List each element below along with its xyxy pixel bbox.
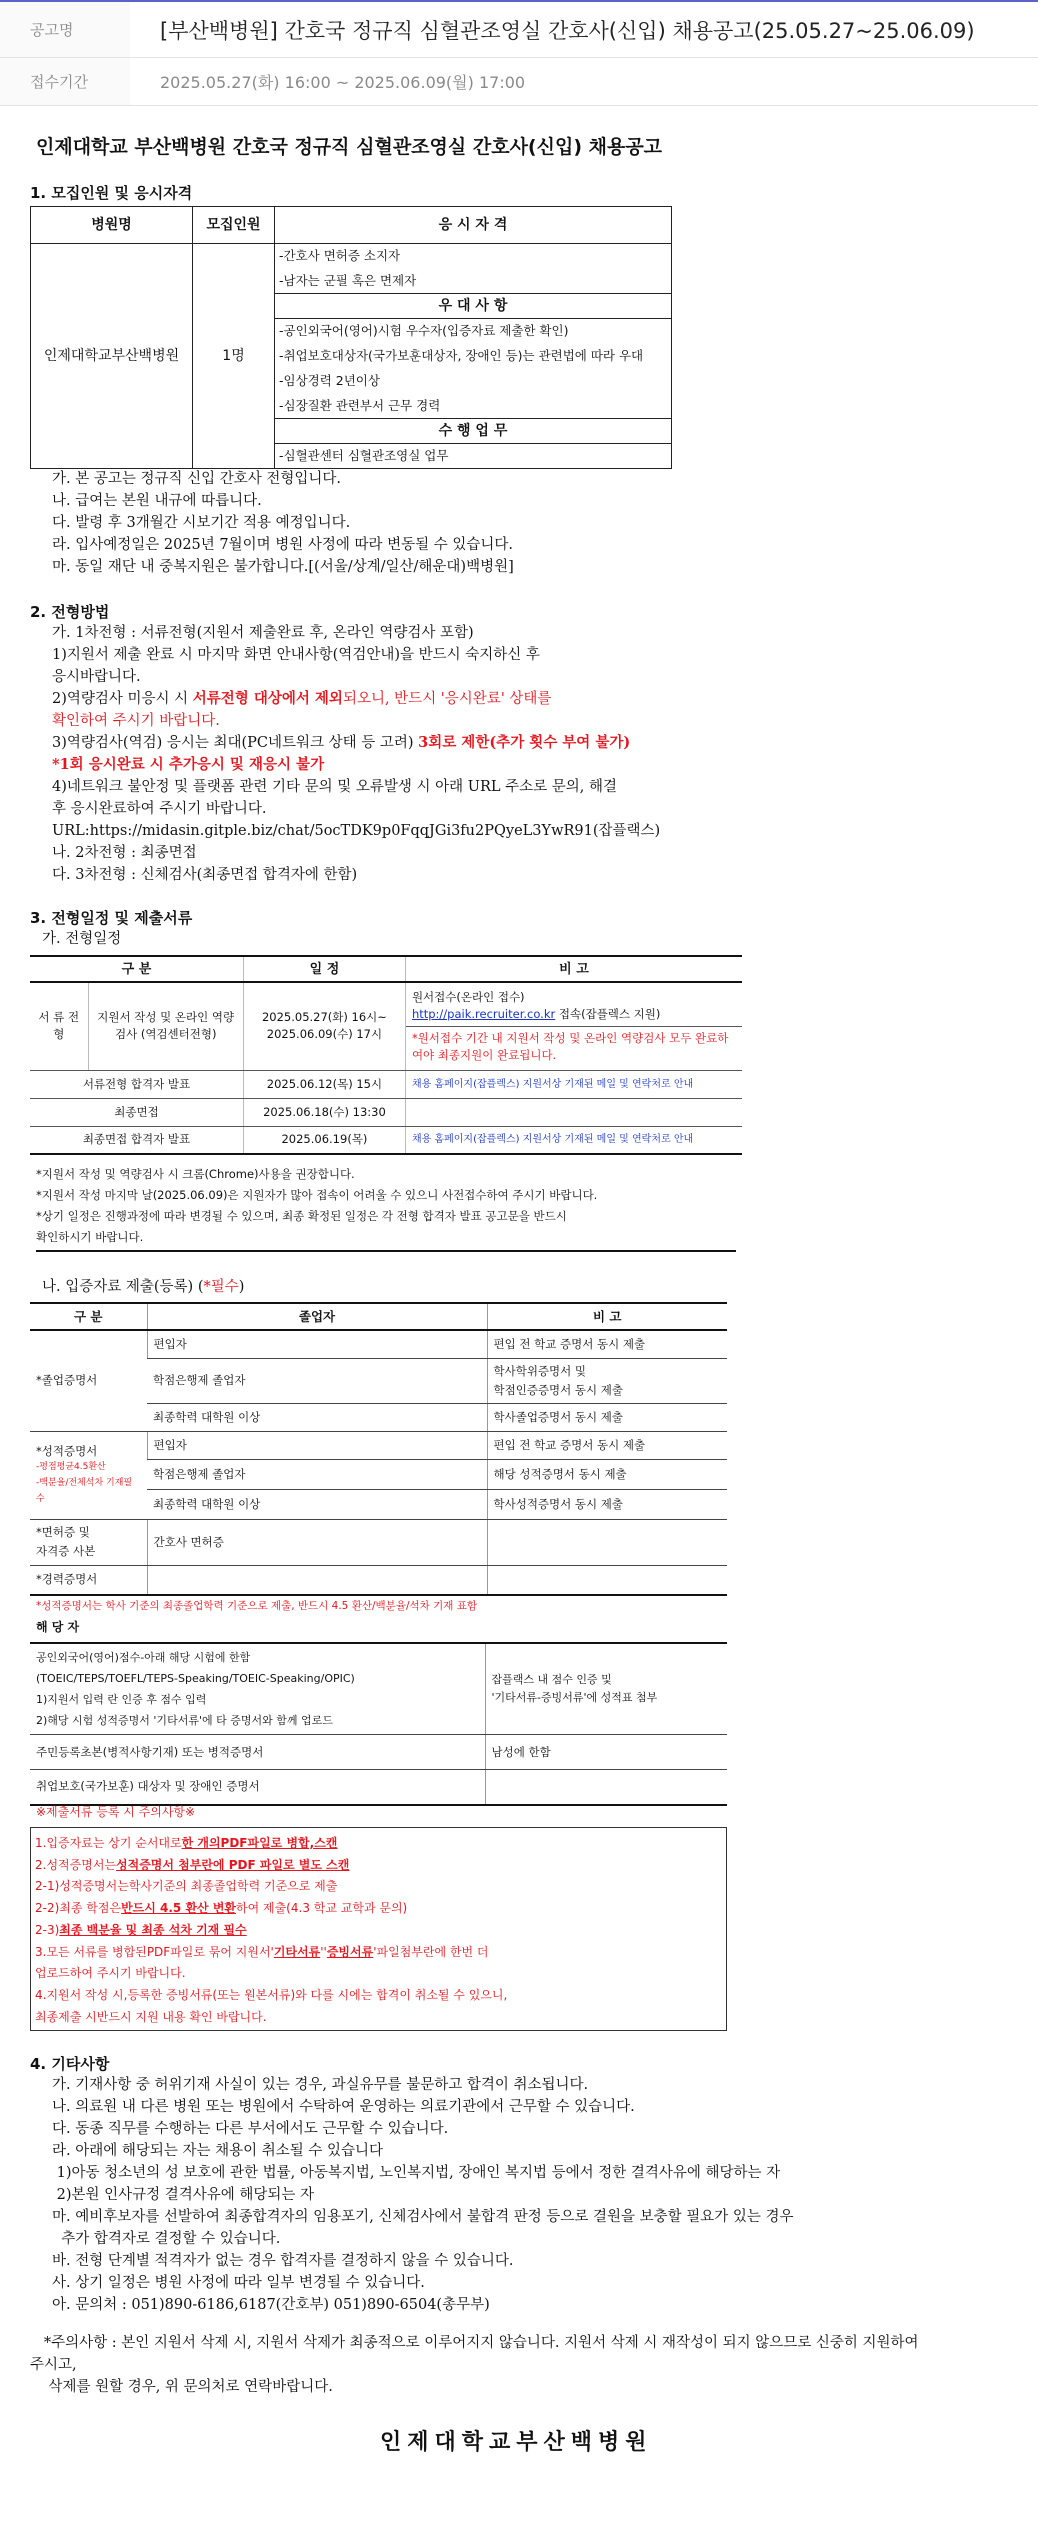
title-label: 공고명 [0,2,130,57]
text-span: 2-2)최종 학점은 [35,1901,122,1916]
warning-text: *1회 응시완료 시 추가응시 및 재응시 불가 [52,756,325,773]
eligible-note [485,1770,727,1805]
text-line: *주의사항 : 본인 지원서 삭제 시, 지원서 삭제가 최종적으로 이루어지지 않습니다. 지원서 삭제 시 재작성이 되지 않으므로 신중히 지원하여 [30,2335,919,2351]
qual-item: -간호사 면허증 소지자 [275,244,672,269]
col-hospital: 병원명 [31,207,193,244]
stage-label: 최종면접 [30,1098,243,1126]
section-2-body [52,622,660,886]
stage-date: 2025.06.12(목) 15시 [243,1070,405,1098]
text-line: 나. 의료원 내 다른 병원 또는 병원에서 수탁하여 운영하는 의료기관에서 근무할 수 있습니다. [52,2099,635,2115]
caution-line [35,1833,722,1855]
col-remarks: 비 고 [405,956,742,982]
text-span: 3.모든 서류를 병합된PDF파일로 묶어 지원서' [35,1944,274,1959]
stage-remarks: 채용 홈페이지(잡플렉스) 지원서상 기재된 메일 및 연락처로 안내 [405,1126,742,1154]
note-line: 마. 동일 재단 내 중복지원은 불가합니다.[(서울/상계/일산/해운대)백병원] [52,559,514,575]
text-line: 1)아동 청소년의 성 보호에 관한 법률, 아동복지법, 노인복지법, 장애인 복지법 등에서 정한 결격사유에 해당하는 자 [52,2165,781,2181]
eligible-docs-table [30,1642,727,1806]
recruit-site-link[interactable]: http://paik.recruiter.co.kr [411,1006,556,1021]
caution-box [30,1827,727,2031]
stage-date: 2025.06.19(목) [243,1126,405,1154]
text-line [52,732,660,754]
text-line: 다. 동종 직무를 수행하는 다른 부서에서도 근무할 수 있습니다. [52,2121,449,2137]
text-span: 2-3) [35,1922,60,1937]
preference-item: -취업보호대상자(국가보훈대상자, 장애인 등)는 관련법에 따라 우대 [275,344,672,369]
doc-type: 학점은행제 졸업자 [147,1459,487,1489]
recruit-table [30,206,672,469]
eligible-doc: 주민등록초본(병적사항기재) 또는 병적증명서 [30,1735,485,1770]
stage-remarks [405,982,742,1070]
emphasis: 한 개의PDF파일로 병합,스캔 [181,1836,338,1850]
contact-line: 아. 문의처 : 051)890-6186,6187(간호부) 051)890-6504(총무부) [52,2297,490,2313]
doc-type: 최종학력 대학원 이상 [147,1489,487,1519]
doc-note: 학사학위증명서 및 학점인증증명서 동시 제출 [487,1358,727,1403]
eligible-note: 남성에 한함 [485,1735,727,1770]
doc-type: 최종학력 대학원 이상 [147,1403,487,1431]
warning-text: 확인하여 주시기 바랍니다. [52,713,220,729]
doc-category [30,1431,147,1519]
required-mark: *필수 [203,1279,239,1295]
section-1-notes [52,468,514,578]
stage-label: 서 류 전 형 [30,982,88,1070]
col-schedule: 일 정 [243,956,405,982]
schedule-table [30,955,742,1155]
remark-warning: *원서접수 기간 내 지원서 작성 및 온라인 역량검사 모두 완료하여야 최종지원이 완료됩니다. [411,1030,729,1062]
heading-text: ) [238,1279,245,1295]
doc-note: 학사성적증명서 동시 제출 [487,1489,727,1519]
duty-item: -심혈관센터 심혈관조영실 업무 [275,444,672,469]
doc-note: 학사졸업증명서 동시 제출 [487,1403,727,1431]
text-line: 응시바랍니다. [52,669,141,685]
caution-line [35,1920,722,1942]
text-line: 사. 상기 일정은 병원 사정에 따라 일부 변경될 수 있습니다. [52,2275,425,2291]
text-span: 3)역량검사(역검) 응시는 최대(PC네트워크 상태 등 고려) [52,735,419,751]
section-3-heading: 3. 전형일정 및 제출서류 [30,909,193,927]
col-remarks: 비 고 [487,1303,727,1330]
text-line: 2)본원 인사규정 결격사유에 해당되는 자 [52,2187,315,2203]
caution-heading: ※제출서류 등록 시 주의사항※ [36,1805,196,1819]
support-url[interactable]: URL:https://midasin.gitple.biz/chat/5ocTDK9p0FqqJGi3fu2PQyeL3YwR91(잡플랙스) [52,823,661,839]
text-line: 다. 3차전형 : 신체검사(최종면접 합격자에 한함) [52,867,358,883]
text-line: 바. 전형 단계별 적격자가 없는 경우 합격자를 결정하지 않을 수 있습니다. [52,2253,514,2269]
text-span: 2)역량검사 미응시 시 [52,691,193,707]
emphasis: 최종 백분율 및 최종 석차 기재 필수 [59,1922,247,1937]
text-line: 가. 1차전형 : 서류전형(지원서 제출완료 후, 온라인 역량검사 포함) [52,625,474,641]
emphasis: 기타서류 [273,1944,321,1959]
caution-line [35,1898,722,1920]
note-line: 다. 발령 후 3개월간 시보기간 적용 예정입니다. [52,515,351,531]
note-line: 나. 급여는 본원 내규에 따릅니다. [52,493,262,509]
doc-category: *면허증 및 자격증 사본 [30,1519,147,1565]
stage-date: 2025.06.18(수) 13:30 [243,1098,405,1126]
period-row [0,58,1038,106]
period-value: 2025.05.27(화) 16:00 ~ 2025.06.09(월) 17:00 [160,73,526,92]
schedule-heading: 가. 전형일정 [42,931,122,947]
emphasis: 증빙서류 [326,1944,374,1959]
doc-type: 편입자 [147,1330,487,1358]
col-graduate: 졸업자 [147,1303,487,1330]
stage-remarks: 채용 홈페이지(잡플렉스) 지원서상 기재된 메일 및 연락처로 안내 [405,1070,742,1098]
stage-remarks [405,1098,742,1126]
note-line: 가. 본 공고는 정규직 신입 간호사 전형입니다. [52,471,341,487]
doc-type [147,1565,487,1595]
text-line: 라. 아래에 해당되는 자는 채용이 취소될 수 있습니다 [52,2143,384,2159]
withdrawal-notice [30,2332,1020,2398]
remark-text: 접속(잡플렉스 지원) [555,1006,661,1021]
emphasis: 반드시 4.5 환산 변환 [121,1901,236,1916]
caution-line: 최종제출 시반드시 지원 내용 확인 바랍니다. [35,2009,267,2024]
doc-note [487,1519,727,1565]
note-line: *지원서 작성 및 역량검사 시 크롬(Chrome)사용을 권장합니다. [36,1167,355,1181]
caution-line [35,1855,722,1877]
note-line: *지원서 작성 마지막 날(2025.06.09)은 지원자가 많아 접속이 어려울 수 있으니 사전접수하여 주시기 바랍니다. [36,1188,598,1202]
text-line: 주시고, [30,2357,77,2373]
text-span: 2.성적증명서는 [35,1857,117,1872]
duty-heading: 수 행 업 무 [275,419,672,444]
text-line: 후 응시완료하여 주시기 바랍니다. [52,801,267,817]
stage-detail: 지원서 작성 및 온라인 역량검사 (역검센터전형) [88,982,243,1070]
warning-text: 되오니, 반드시 '응시완료' 상태를 [342,691,552,707]
emphasis: 성적증명서 첨부란에 PDF 파일로 별도 스캔 [116,1857,350,1872]
remark-apply [406,986,742,1027]
doc-category: *졸업증명서 [30,1330,147,1431]
section-2-heading: 2. 전형방법 [30,603,110,621]
eligible-heading: 해 당 자 [36,1620,80,1634]
stage-label: 서류전형 합격자 발표 [30,1070,243,1098]
preference-heading: 우 대 사 항 [275,294,672,319]
text-span: '파일첨부란에 한번 더 [373,1944,489,1959]
text-line: 4)네트워크 불안정 및 플랫폼 관련 기타 문의 및 오류발생 시 아래 URL 주소로 문의, 해결 [52,779,618,795]
qual-item: -남자는 군필 혹은 면제자 [275,269,672,294]
text-line: 삭제를 원할 경우, 위 문의처로 연락바랍니다. [30,2379,333,2395]
stage-date: 2025.05.27(화) 16시~ 2025.06.09(수) 17시 [243,982,405,1070]
text-line: 추가 합격자로 결정할 수 있습니다. [52,2231,281,2247]
section-4-heading: 4. 기타사항 [30,2055,110,2073]
transcript-note: *성적증명서는 학사 기준의 최종졸업학력 기준으로 제출, 반드시 4.5 환산/백분율/석차 기재 표함 [36,1600,478,1612]
text-line: 가. 기재사항 중 허위기재 사실이 있는 경우, 과실유무를 불문하고 합격이 취소됩니다. [52,2077,589,2093]
preference-item: -심장질환 관련부서 근무 경력 [275,394,672,419]
caution-line [35,1942,722,1964]
text-line: 1)지원서 제출 완료 시 마지막 화면 안내사항(역검안내)을 반드시 숙지하신 후 [52,647,540,663]
notice-header [0,0,1038,106]
stage-label: 최종면접 합격자 발표 [30,1126,243,1154]
doc-note: 편입 전 학교 증명서 동시 제출 [487,1431,727,1459]
warning-text: 3회로 제한(추가 횟수 부여 불가) [418,734,631,751]
caution-line: 업로드하여 주시기 바랍니다. [35,1966,186,1981]
hospital-signature: 인제대학교부산백병원 [380,2430,653,2455]
recruit-count: 1명 [193,244,275,469]
doc-type: 학점은행제 졸업자 [147,1358,487,1403]
schedule-notes [36,1164,736,1252]
section-1-heading: 1. 모집인원 및 응시자격 [30,184,193,202]
documents-heading [42,1276,244,1298]
notice-title: [부산백병원] 간호국 정규직 심혈관조영실 간호사(신입) 채용공고(25.05.27~25.06.09) [160,18,975,43]
section-4-body [52,2074,793,2316]
doc-type: 편입자 [147,1431,487,1459]
preference-item: -임상경력 2년이상 [275,369,672,394]
note-line: 라. 입사예정일은 2025년 7월이며 병원 사정에 따라 변동될 수 있습니다. [52,537,514,553]
period-label: 접수기간 [0,58,130,105]
note-line: *상기 일정은 진행과정에 따라 변경될 수 있으며, 최종 확정된 일정은 각 전형 합격자 발표 공고문을 반드시 [36,1209,567,1223]
text-line [52,688,660,710]
hospital-name: 인제대학교부산백병원 [31,244,193,469]
doc-category: *경력증명서 [30,1565,147,1595]
caution-line: 4.지원서 작성 시,등록한 증빙서류(또는 원본서류)와 다를 시에는 합격이 취소될 수 있으니, [35,1987,508,2002]
warning-text: 서류전형 대상에서 제외 [192,690,343,707]
col-qualification: 응 시 자 격 [275,207,672,244]
eligible-note: 잡플랙스 내 점수 인증 및 '기타서류-증빙서류'에 성적표 첨부 [485,1643,727,1735]
document-title: 인제대학교 부산백병원 간호국 정규직 심혈관조영실 간호사(신입) 채용공고 [36,136,663,158]
doc-note: 편입 전 학교 증명서 동시 제출 [487,1330,727,1358]
category-subnote: -평점평균4.5환산 -백분율/전체석차 기재필수 [36,1462,133,1504]
text-span: '' [320,1944,327,1959]
remark-text: 원서접수(온라인 접수) [411,989,525,1004]
col-category: 구 분 [30,1303,147,1330]
note-line: 확인하시기 바랍니다. [36,1230,144,1244]
eligible-doc: 공인외국어(영어)점수-아래 해당 시험에 한함 (TOEIC/TEPS/TOEFL/TEPS-Speaking/TOEIC-Speaking/OPIC) 1)지원서 입력 란 인증 후 점수 입력 2)해당 시험 성적증명서 '기타서류'에 타 증명서와 함께 업로드 [30,1643,485,1735]
text-span: 1.입증자료는 상기 순서대로 [35,1836,182,1850]
preference-item: -공인외국어(영어)시험 우수자(입증자료 제출한 확인) [275,319,672,344]
documents-table [30,1302,727,1596]
title-row [0,2,1038,58]
text-span: 하여 제출(4.3 학교 교학과 문의) [236,1901,408,1916]
caution-line: 2-1)성적증명서는학사기준의 최종졸업학력 기준으로 제출 [35,1879,338,1894]
doc-note [487,1565,727,1595]
text-line: 마. 예비후보자를 선발하여 최종합격자의 임용포기, 신체검사에서 불합격 판정 등으로 결원을 보충할 필요가 있는 경우 [52,2209,794,2225]
heading-text: 나. 입증자료 제출(등록) ( [42,1279,204,1295]
eligible-doc: 취업보호(국가보훈) 대상자 및 장애인 증명서 [30,1770,485,1805]
col-category: 구 분 [30,956,243,982]
category-text: *성적증명서 [36,1444,98,1458]
text-line: 나. 2차전형 : 최종면접 [52,845,197,861]
doc-type: 간호사 면허증 [147,1519,487,1565]
doc-note: 해당 성적증명서 동시 제출 [487,1459,727,1489]
col-count: 모집인원 [193,207,275,244]
